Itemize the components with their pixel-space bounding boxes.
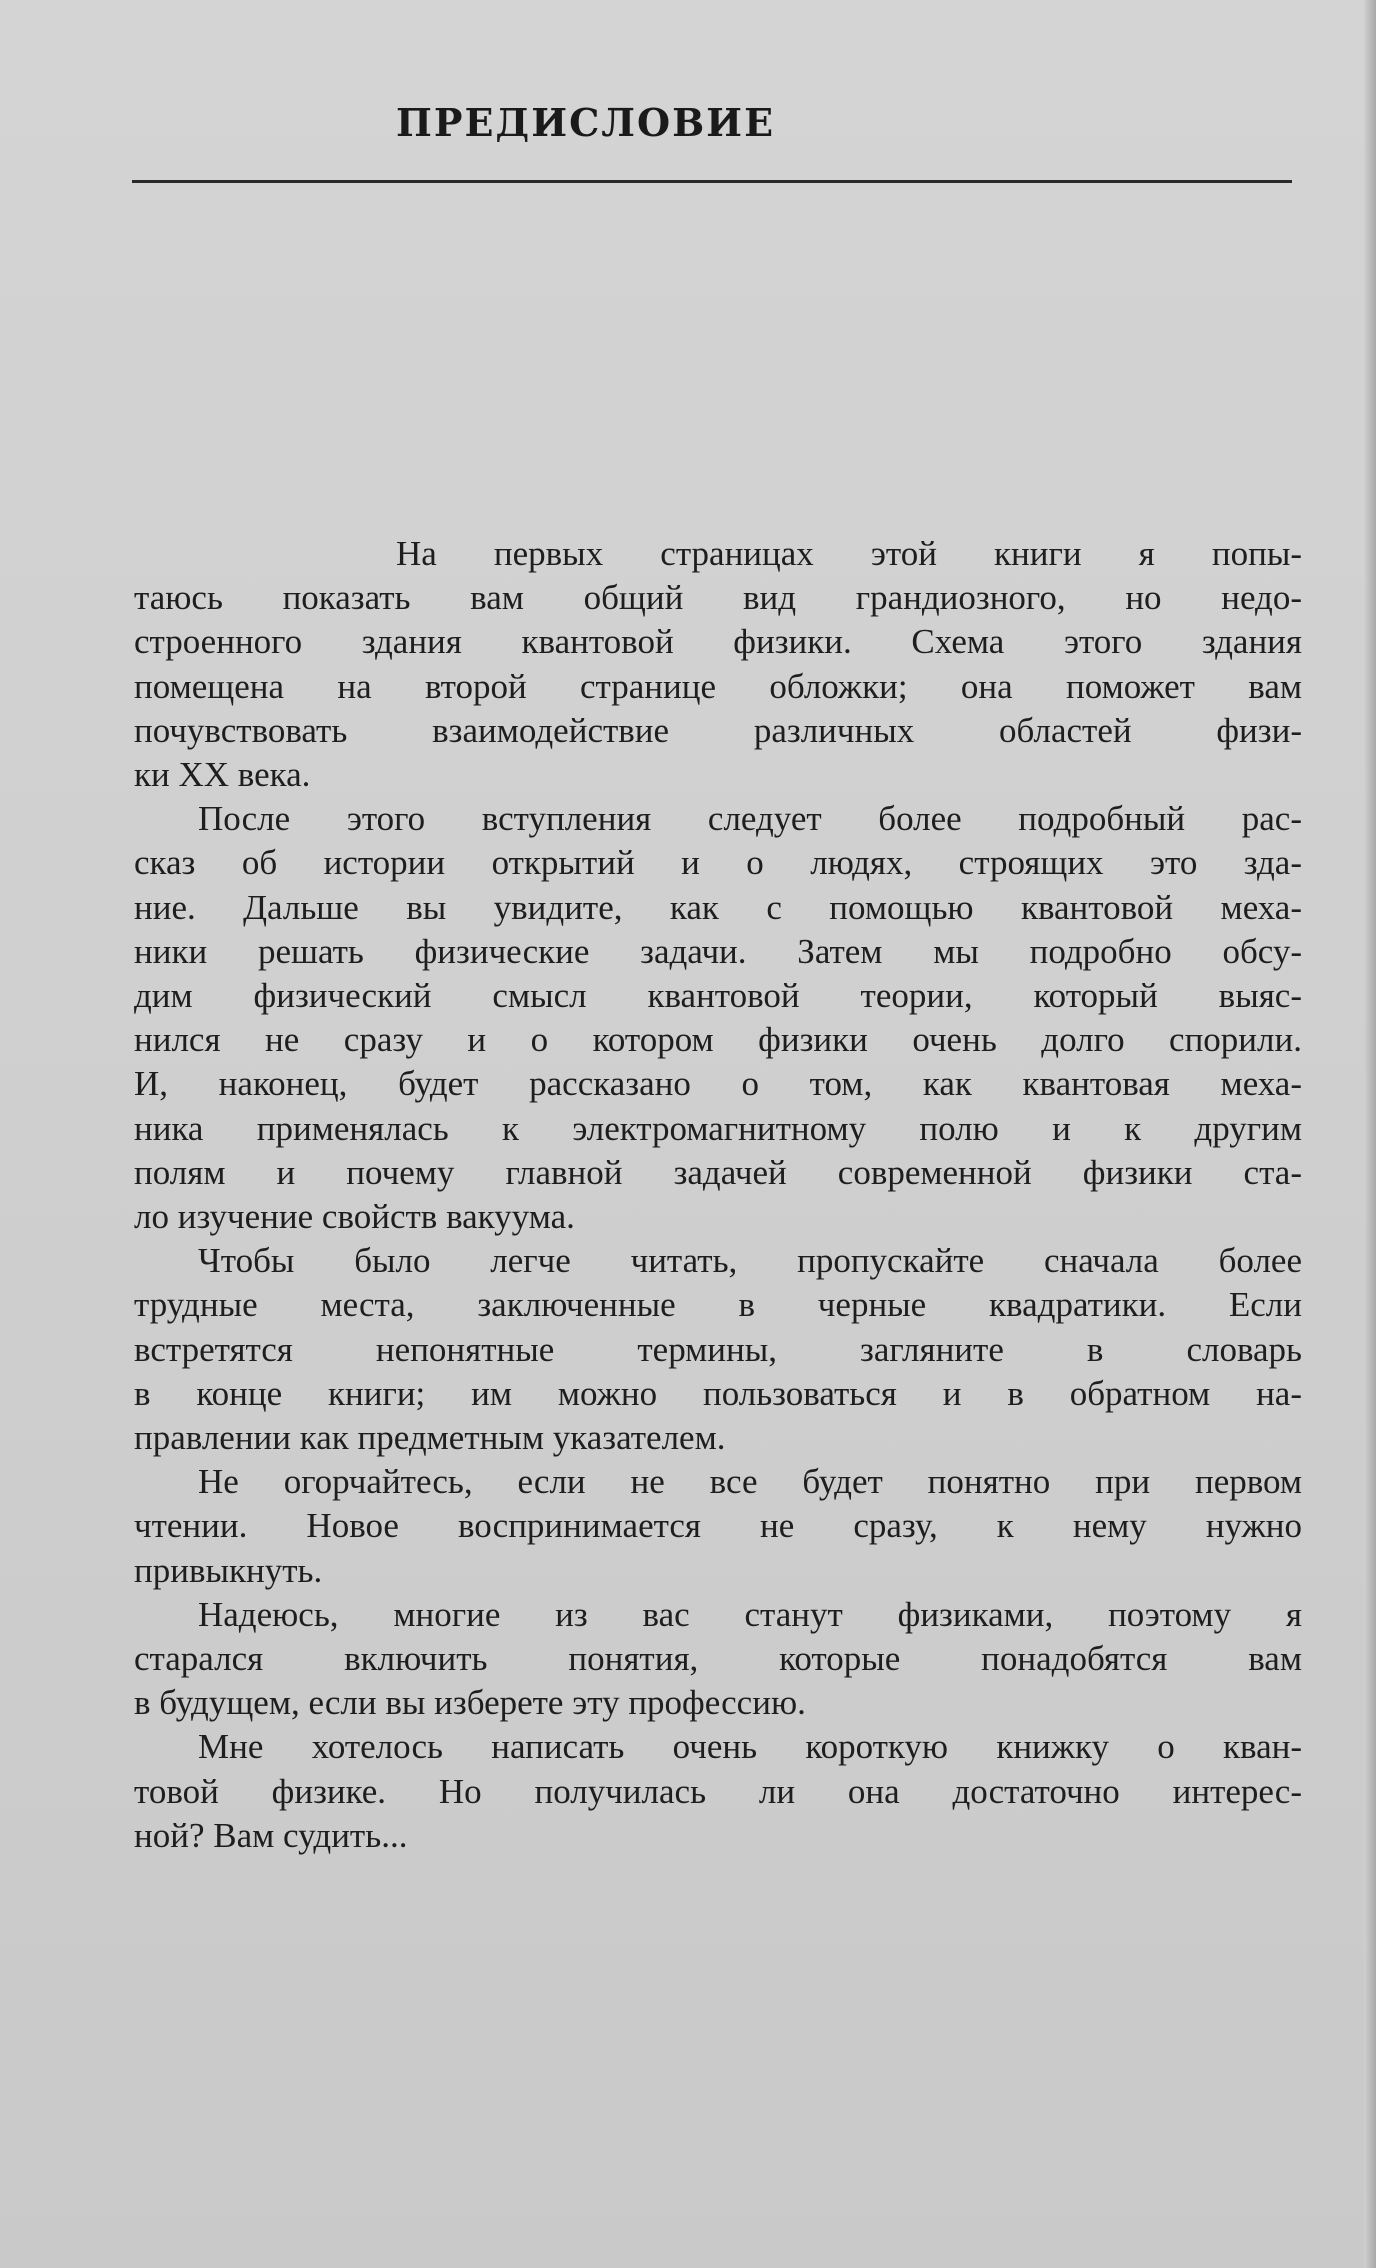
- text-line: трудные места, заключенные в черные квадратики. Если: [134, 1285, 1302, 1325]
- text-line: помещена на второй странице обложки; она поможет вам: [134, 666, 1302, 706]
- text-line: встретятся непонятные термины, загляните в словарь: [134, 1329, 1302, 1369]
- text-line: таюсь показать вам общий вид грандиозного, но недо-: [134, 578, 1302, 618]
- text-line: И, наконец, будет рассказано о том, как квантовая меха-: [134, 1064, 1302, 1104]
- text-line: Не огорчайтесь, если не все будет понятно при первом: [198, 1462, 1302, 1502]
- text-line: ники решать физические задачи. Затем мы подробно обсу-: [134, 931, 1302, 971]
- text-line: товой физике. Но получилась ли она достаточно интерес-: [134, 1771, 1302, 1811]
- text-line: Надеюсь, многие из вас станут физиками, поэтому я: [198, 1594, 1302, 1634]
- text-line: нился не сразу и о котором физики очень долго спорили.: [134, 1020, 1302, 1060]
- text-line: полям и почему главной задачей современной физики ста-: [134, 1152, 1302, 1192]
- text-line: ло изучение свойств вакуума.: [134, 1197, 575, 1237]
- text-line: правлении как предметным указателем.: [134, 1418, 726, 1458]
- text-line: сказ об истории открытий и о людях, строящих это зда-: [134, 843, 1302, 883]
- text-line: почувствовать взаимодействие различных областей физи-: [134, 710, 1302, 750]
- text-line: Мне хотелось написать очень короткую книжку о кван-: [198, 1727, 1302, 1767]
- text-line: в будущем, если вы изберете эту профессию.: [134, 1683, 806, 1723]
- text-line: После этого вступления следует более подробный рас-: [198, 799, 1302, 839]
- text-line: старался включить понятия, которые понадобятся вам: [134, 1639, 1302, 1679]
- text-line: ки XX века.: [134, 755, 311, 795]
- text-line: чтении. Новое воспринимается не сразу, к нему нужно: [134, 1506, 1302, 1546]
- text-line: ника применялась к электромагнитному полю и к другим: [134, 1108, 1302, 1148]
- text-line: ной? Вам судить...: [134, 1815, 408, 1855]
- text-line: в конце книги; им можно пользоваться и в обратном на-: [134, 1373, 1302, 1413]
- page-edge-shadow: [1364, 0, 1376, 2268]
- text-line: строенного здания квантовой физики. Схема этого здания: [134, 622, 1302, 662]
- text-line: привыкнуть.: [134, 1550, 323, 1590]
- text-line: дим физический смысл квантовой теории, который выяс-: [134, 976, 1302, 1016]
- heading-rule: [132, 180, 1292, 183]
- text-line: На первых страницах этой книги я попы-: [396, 534, 1302, 573]
- preface-text: [134, 532, 1302, 1858]
- text-line: Чтобы было легче читать, пропускайте сначала более: [198, 1241, 1302, 1281]
- page-heading: ПРЕДИСЛОВИЕ: [396, 100, 776, 145]
- text-line: ние. Дальше вы увидите, как с помощью квантовой меха-: [134, 887, 1302, 927]
